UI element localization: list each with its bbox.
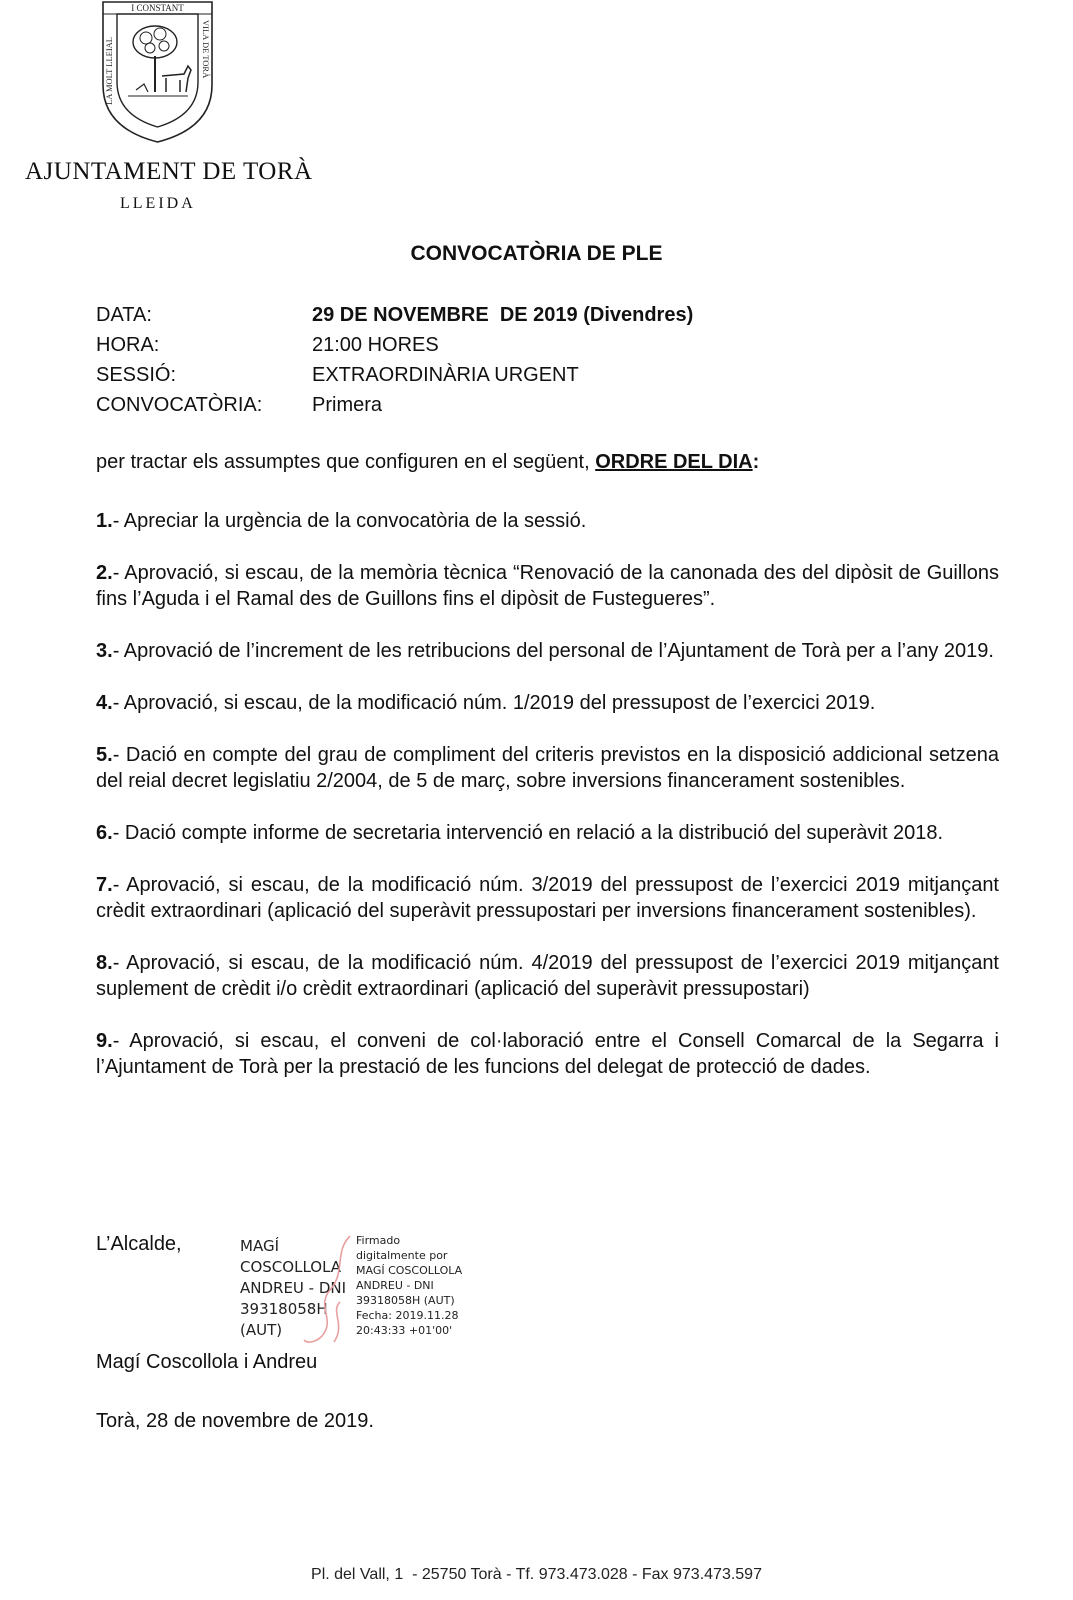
seal-text-left: LA MOLT LLEIAL — [104, 37, 114, 105]
meta-value: EXTRAORDINÀRIA URGENT — [312, 364, 579, 386]
meta-key: HORA: — [96, 334, 160, 356]
signer-role: L’Alcalde, — [96, 1233, 182, 1255]
intro-colon: : — [752, 451, 760, 473]
meeting-details — [96, 300, 693, 420]
place-and-date: Torà, 28 de novembre de 2019. — [96, 1410, 374, 1432]
signer-line: ANDREU - DNI — [240, 1279, 347, 1297]
agenda-item — [96, 742, 999, 794]
item-number: 9. — [96, 1030, 113, 1052]
item-text: - Aprovació de l’increment de les retribucions del personal de l’Ajuntament de Torà per a l’any 2019. — [112, 640, 994, 662]
item-number: 5. — [96, 744, 113, 766]
agenda-item — [96, 872, 999, 924]
agenda-item — [96, 820, 999, 846]
item-text: - Aprovació, si escau, de la modificació núm. 1/2019 del pressupost de l’exercici 2019. — [112, 692, 876, 714]
digital-line: Fecha: 2019.11.28 — [356, 1309, 459, 1322]
item-text: - Aprovació, si escau, de la memòria tècnica “Renovació de la canonada des del dipòsit de Guillons fins l’Aguda i el Ramal des de Guillons fins el dipòsit de Fustegueres”. — [96, 562, 999, 610]
digital-line: MAGÍ COSCOLLOLA — [356, 1264, 463, 1277]
item-text: - Dació compte informe de secretaria intervenció en relació a la distribució del superàvit 2018. — [112, 822, 944, 844]
meta-row-date — [96, 300, 693, 330]
agenda-intro — [96, 451, 759, 474]
meta-key: CONVOCATÒRIA: — [96, 394, 263, 416]
meta-value: 29 DE NOVEMBRE DE 2019 (Divendres) — [312, 304, 694, 326]
item-number: 8. — [96, 952, 113, 974]
digital-line: 20:43:33 +01'00' — [356, 1324, 453, 1337]
agenda-item — [96, 690, 999, 716]
item-text: - Aprovació, si escau, de la modificació núm. 4/2019 del pressupost de l’exercici 2019 mitjançant suplement de crèdit i/o crèdit extraordinari (aplicació del superàvit pressupostari) — [96, 952, 999, 1000]
digital-line: Firmado — [356, 1234, 401, 1247]
meta-row-call — [96, 390, 693, 420]
digital-signature-mark — [300, 1232, 360, 1347]
digital-line: digitalmente por — [356, 1249, 448, 1262]
agenda-item — [96, 560, 999, 612]
coat-of-arms-seal — [100, 0, 215, 145]
item-number: 7. — [96, 874, 113, 896]
signer-line: COSCOLLOLA — [240, 1258, 342, 1276]
page-footer: Pl. del Vall, 1 - 25750 Torà - Tf. 973.473.028 - Fax 973.473.597 — [311, 1566, 762, 1583]
seal-text-right: VILA DE TORÀ — [201, 20, 211, 79]
agenda-item — [96, 1028, 999, 1080]
digital-signature-details — [356, 1233, 462, 1338]
seal-text-top: I CONSTANT — [131, 3, 184, 13]
meta-value: 21:00 HORES — [312, 334, 439, 356]
agenda-item — [96, 638, 999, 664]
organization-name: AJUNTAMENT DE TORÀ — [25, 158, 313, 185]
digital-line: ANDREU - DNI — [356, 1279, 434, 1292]
item-text: - Aprovació, si escau, el conveni de col·laboració entre el Consell Comarcal de la Segarra i l’Ajuntament de Torà per la prestació de les funcions del delegat de protecció de dades. — [96, 1030, 999, 1078]
agenda-item — [96, 950, 999, 1002]
meta-row-session — [96, 360, 693, 390]
meta-value: Primera — [312, 394, 383, 416]
item-number: 6. — [96, 822, 113, 844]
organization-city: LLEIDA — [120, 195, 196, 212]
agenda-item — [96, 508, 999, 534]
signer-name: Magí Coscollola i Andreu — [96, 1351, 318, 1373]
item-text: - Apreciar la urgència de la convocatòria de la sessió. — [112, 510, 587, 532]
agenda-list — [96, 508, 999, 1106]
item-number: 4. — [96, 692, 113, 714]
intro-text: per tractar els assumptes que configuren en el següent, — [96, 451, 590, 473]
item-text: - Aprovació, si escau, de la modificació núm. 3/2019 del pressupost de l’exercici 2019 mitjançant crèdit extraordinari (aplicació del superàvit pressupostari per inversions financerament sostenibles). — [96, 874, 999, 922]
meta-key: SESSIÓ: — [96, 364, 177, 386]
meta-row-time — [96, 330, 693, 360]
item-number: 3. — [96, 640, 113, 662]
signer-line: 39318058H — [240, 1300, 328, 1318]
item-number: 1. — [96, 510, 113, 532]
digital-line: 39318058H (AUT) — [356, 1294, 455, 1307]
signer-line: MAGÍ — [240, 1237, 279, 1255]
item-number: 2. — [96, 562, 113, 584]
agenda-heading: ORDRE DEL DIA — [595, 451, 753, 473]
signer-line: (AUT) — [240, 1321, 283, 1339]
document-title: CONVOCATÒRIA DE PLE — [410, 242, 663, 265]
item-text: - Dació en compte del grau de compliment del criteris previstos en la disposició addicional setzena del reial decret legislatiu 2/2004, de 5 de març, sobre inversions financerament sostenibles. — [96, 744, 999, 792]
meta-key: DATA: — [96, 304, 152, 326]
